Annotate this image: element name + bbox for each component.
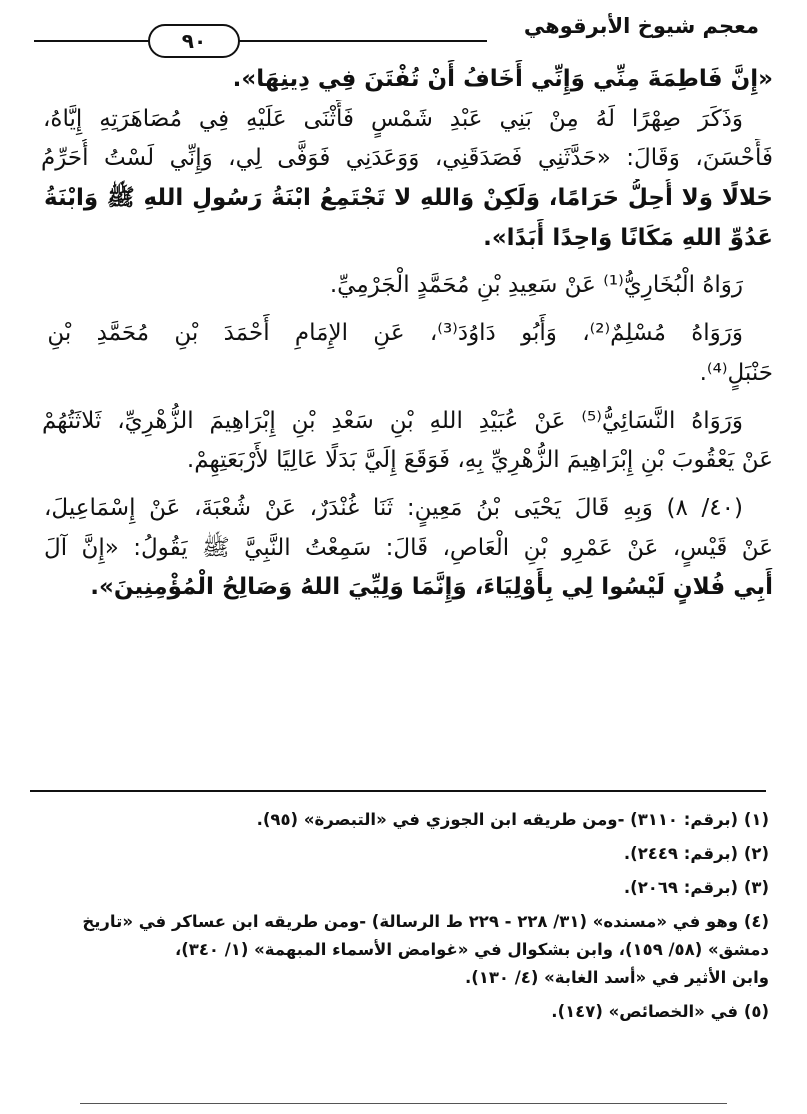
footnote-line: دمشق» (٥٨/ ١٥٩)، وابن بشكوال في «غوامض الأسماء المبهمة» (١/ ٣٤٠)، bbox=[174, 940, 769, 959]
text-line: عَنْ قَيْسٍ، عَنْ عَمْرِو بْنِ الْعَاصِ، قَالَ: سَمِعْتُ النَّبِيَّ ﷺ يَقُولُ: «إِنَّ آلَ bbox=[44, 534, 773, 561]
header-rule bbox=[34, 40, 487, 42]
page-header bbox=[28, 10, 759, 54]
text-line: فَأَحْسَنَ، وَقَالَ: «حَدَّثَنِي فَصَدَقَنِي، وَوَعَدَنِي فَوَفَّى لِي، وَإِنِّي لَسْتُ أُحَرِّمُ bbox=[41, 145, 773, 172]
book-title: معجم شيوخ الأبرقوهي bbox=[523, 14, 759, 38]
footnote-separator bbox=[30, 790, 766, 792]
text-line: حَنْبَلٍ⁽⁴⁾. bbox=[699, 359, 773, 386]
text-line: وَرَوَاهُ مُسْلِمٌ⁽²⁾، وَأَبُو دَاوُدَ⁽³⁾، عَنِ الإِمَامِ أَحْمَدَ بْنِ مُحَمَّدِ بْنِ bbox=[47, 320, 743, 347]
text-line: أَبِي فُلانٍ لَيْسُوا لِي بِأَوْلِيَاءَ، وَإِنَّمَا وَلِيِّيَ اللهُ وَصَالِحُ الْمُؤْمِنِينَ». bbox=[90, 574, 773, 601]
text-line: وَرَوَاهُ النَّسَائِيُّ⁽⁵⁾ عَنْ عُبَيْدِ اللهِ بْنِ سَعْدِ بْنِ إِبْرَاهِيمَ الزُّهْرِيِّ، ثَلاثَتُهُمْ bbox=[42, 407, 743, 434]
footnote-line: (٣) (برقم: ٢٠٦٩). bbox=[623, 878, 769, 897]
text-line: عَدُوِّ اللهِ مَكَانًا وَاحِدًا أَبَدًا». bbox=[483, 224, 773, 251]
bottom-rule bbox=[80, 1103, 727, 1104]
footnote-line: وابن الأثير في «أسد الغابة» (٤/ ١٣٠). bbox=[464, 968, 769, 987]
main-text bbox=[32, 60, 773, 608]
text-line: عَنْ يَعْقُوبَ بْنِ إِبْرَاهِيمَ الزُّهْرِيِّ بِهِ، فَوَقَعَ إِلَيَّ بَدَلًا عَالِيًا لأَرْبَعَتِهِمْ. bbox=[186, 447, 773, 474]
text-line: وَذَكَرَ صِهْرًا لَهُ مِنْ بَنِي عَبْدِ شَمْسٍ فَأَثْنَى عَلَيْهِ فِي مُصَاهَرَتِهِ إِيَّاهُ، bbox=[43, 105, 743, 132]
footnote-line: (٢) (برقم: ٢٤٤٩). bbox=[623, 844, 769, 863]
page-number: ٩٠ bbox=[148, 24, 240, 58]
footnote-line: (١) (برقم: ٣١١٠) -ومن طريقه ابن الجوزي في «التبصرة» (٩٥). bbox=[256, 810, 769, 829]
footnote-line: (٤) وهو في «مسنده» (٣١/ ٢٢٨ - ٢٢٩ ط الرسالة) -ومن طريقه ابن عساكر في «تاريخ bbox=[82, 912, 769, 931]
footnotes bbox=[30, 806, 769, 1026]
text-line: (٤٠/ ٨) وَبِهِ قَالَ يَحْيَى بْنُ مَعِينٍ: ثَنَا غُنْدَرٌ، عَنْ شُعْبَةَ، عَنْ إِسْمَاعِيلَ، bbox=[44, 494, 743, 521]
text-line: «إِنَّ فَاطِمَةَ مِنِّي وَإِنِّي أَخَافُ أَنْ تُفْتَنَ فِي دِينِهَا». bbox=[232, 66, 773, 92]
footnote-line: (٥) في «الخصائص» (١٤٧). bbox=[551, 1002, 769, 1021]
text-line: رَوَاهُ الْبُخَارِيُّ⁽¹⁾ عَنْ سَعِيدِ بْنِ مُحَمَّدٍ الْجَرْمِيِّ. bbox=[329, 272, 743, 299]
text-line: حَلالًا وَلا أُحِلُّ حَرَامًا، وَلَكِنْ وَاللهِ لا تَجْتَمِعُ ابْنَةُ رَسُولِ اللهِ ﷺ وَابْنَةُ bbox=[44, 185, 773, 212]
